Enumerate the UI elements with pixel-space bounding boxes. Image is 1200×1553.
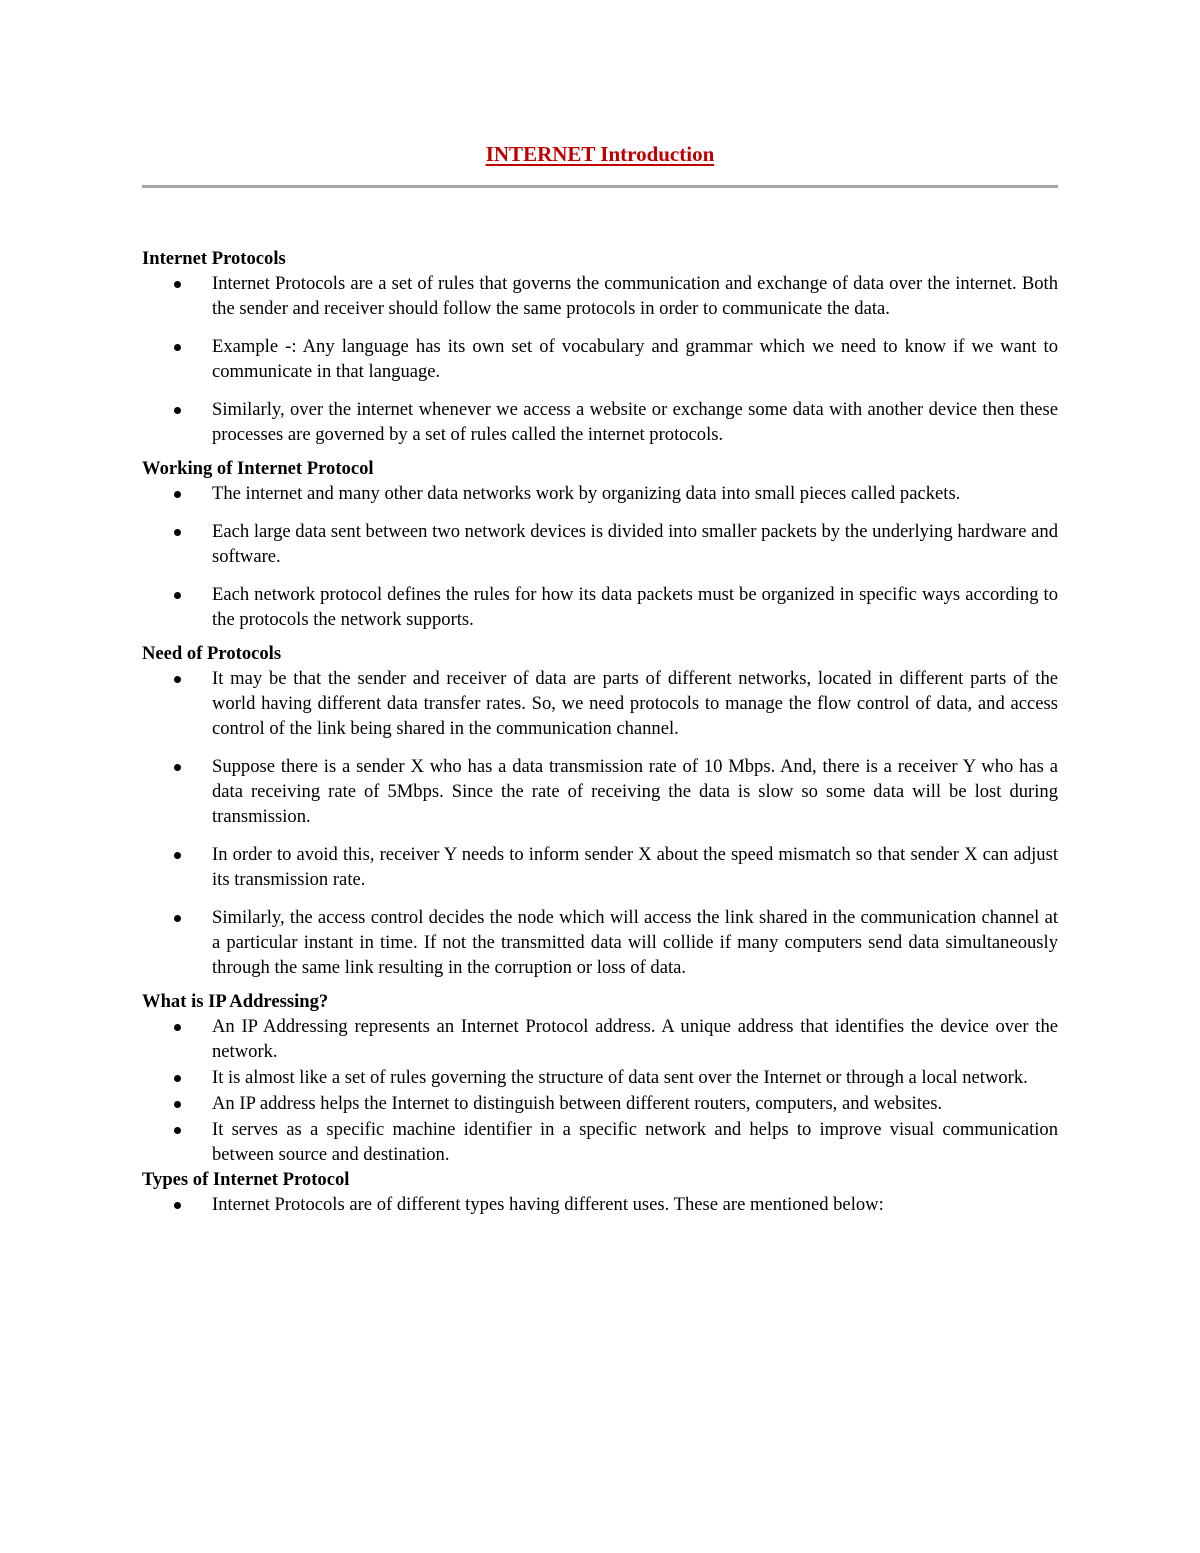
list-item [142,481,1058,506]
section-heading: Need of Protocols [142,643,282,664]
bullet-icon [174,1127,181,1134]
list-item [142,754,1058,829]
list-item-text: Suppose there is a sender X who has a data transmission rate of 10 Mbps. And, there is a receiver Y who has a data receiving rate of 5Mbps. Since the rate of receiving the data is slow so some data will be lost during transmission. [212,756,1058,827]
section-internet-protocols [142,246,1058,447]
list-item-text: Example -: Any language has its own set of vocabulary and grammar which we need to know if we want to communicate in that language. [212,336,1058,382]
section-heading: What is IP Addressing? [142,991,329,1012]
list-item-text: Each network protocol defines the rules for how its data packets must be organized in specific ways according to the protocols the network supports. [212,584,1058,630]
list-item [142,271,1058,321]
list-item-text: It may be that the sender and receiver of data are parts of different networks, located in different parts of the world having different data transfer rates. So, we need protocols to manage the flow control of data, and access control of the link being shared in the communication channel. [212,668,1058,739]
section-heading: Types of Internet Protocol [142,1169,350,1190]
list-item-text: Internet Protocols are a set of rules that governs the communication and exchange of data over the internet. Both the sender and receiver should follow the same protocols in order to communicate the data. [212,273,1058,319]
bullet-icon [174,852,181,859]
document-body [142,246,1058,1217]
bullet-icon [174,281,181,288]
section-heading: Working of Internet Protocol [142,458,374,479]
list-item [142,842,1058,892]
bullet-list [142,1014,1058,1167]
list-item [142,334,1058,384]
bullet-icon [174,491,181,498]
section-heading: Internet Protocols [142,248,286,269]
list-item [142,519,1058,569]
bullet-icon [174,1101,181,1108]
list-item-text: An IP address helps the Internet to distinguish between different routers, computers, and websites. [212,1093,943,1114]
list-item [142,905,1058,980]
list-item-text: The internet and many other data networks work by organizing data into small pieces called packets. [212,483,961,504]
bullet-icon [174,1024,181,1031]
bullet-icon [174,676,181,683]
bullet-list [142,481,1058,632]
bullet-icon [174,915,181,922]
list-item [142,1014,1058,1064]
list-item-text: In order to avoid this, receiver Y needs to inform sender X about the speed mismatch so that sender X can adjust its transmission rate. [212,844,1058,890]
list-item [142,1091,1058,1116]
list-item [142,582,1058,632]
bullet-list [142,666,1058,980]
bullet-icon [174,592,181,599]
bullet-list [142,1192,1058,1217]
section-what-is-ip-addressing [142,989,1058,1167]
bullet-icon [174,344,181,351]
bullet-icon [174,1075,181,1082]
bullet-icon [174,407,181,414]
list-item-text: Each large data sent between two network devices is divided into smaller packets by the underlying hardware and software. [212,521,1058,567]
bullet-icon [174,529,181,536]
page-title: INTERNET Introduction [485,142,715,166]
list-item-text: Similarly, over the internet whenever we access a website or exchange some data with another device then these processes are governed by a set of rules called the internet protocols. [212,399,1058,445]
section-need-of-protocols [142,641,1058,980]
list-item [142,397,1058,447]
bullet-list [142,271,1058,447]
list-item-text: It is almost like a set of rules governing the structure of data sent over the Internet or through a local network. [212,1067,1028,1088]
section-working-of-internet-protocol [142,456,1058,632]
list-item-text: Similarly, the access control decides the node which will access the link shared in the communication channel at a particular instant in time. If not the transmitted data will collide if many computers send data simultaneously through the same link resulting in the corruption or loss of data. [212,907,1058,978]
list-item [142,1117,1058,1167]
list-item-text: An IP Addressing represents an Internet Protocol address. A unique address that identifies the device over the network. [212,1016,1058,1062]
section-types-of-internet-protocol [142,1167,1058,1217]
list-item [142,666,1058,741]
bullet-icon [174,1202,181,1209]
list-item-text: Internet Protocols are of different types having different uses. These are mentioned below: [212,1194,884,1215]
list-item [142,1192,1058,1217]
title-divider [142,185,1058,188]
list-item-text: It serves as a specific machine identifier in a specific network and helps to improve visual communication between source and destination. [212,1119,1058,1165]
bullet-icon [174,764,181,771]
list-item [142,1065,1058,1090]
